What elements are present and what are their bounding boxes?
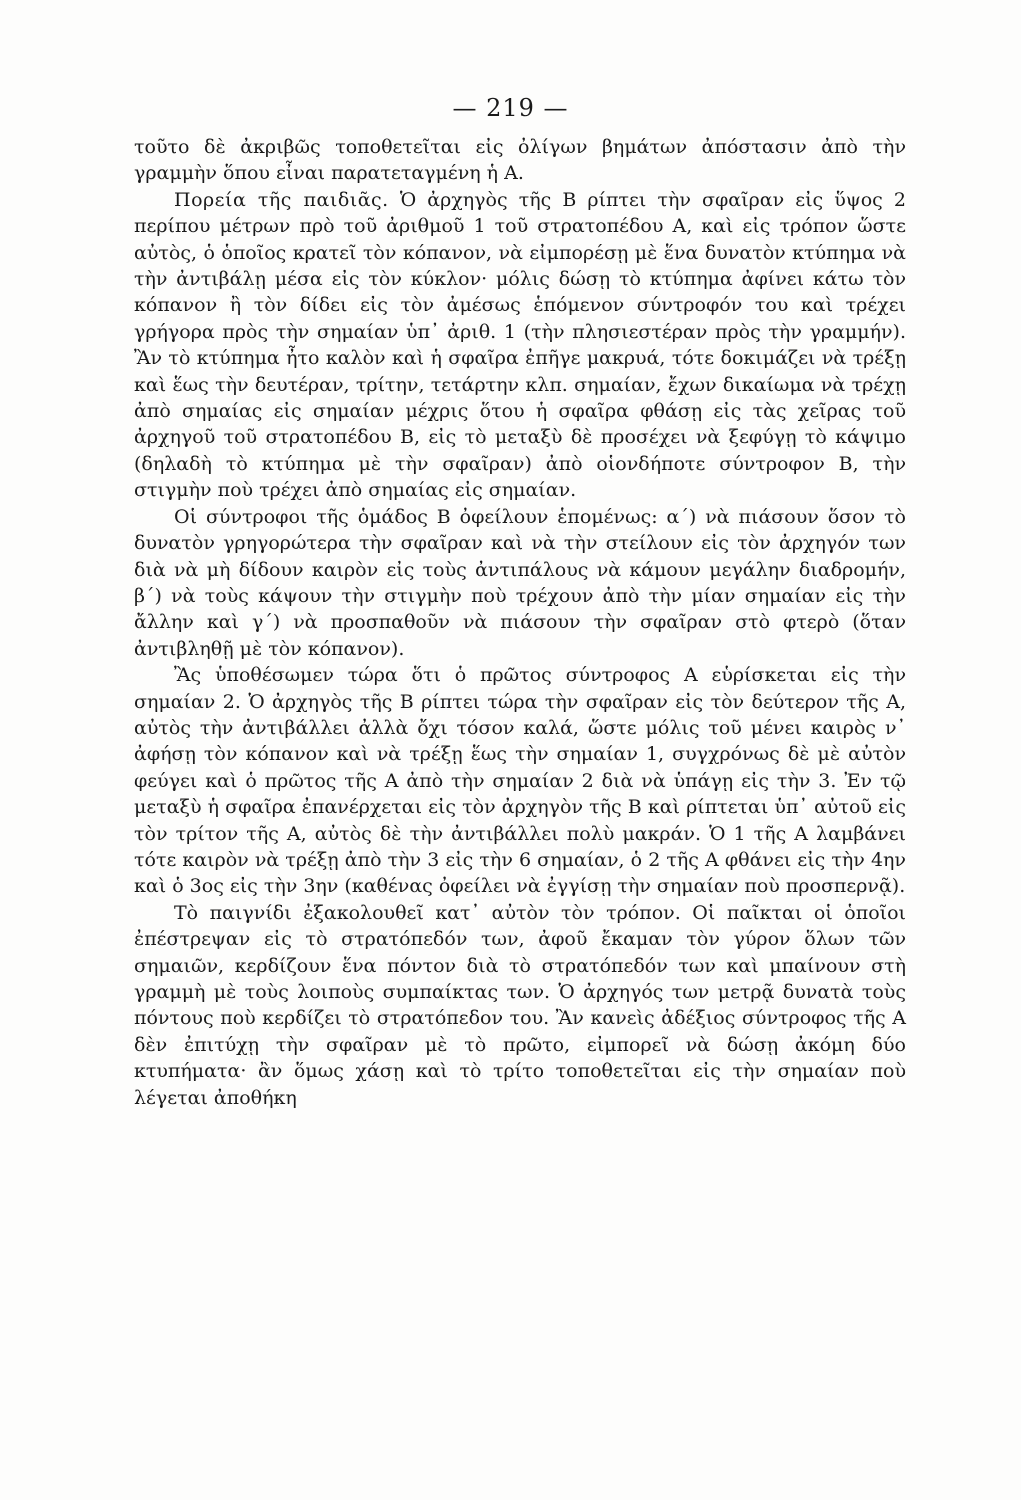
paragraph-1: τοῦτο δὲ ἀκριβῶς τοποθετεῖται εἰς ὀλίγων βημάτων ἀπόστασιν ἀπὸ τὴν γραμμὴν ὅπου εἶναι παρατεταγμένη ἡ Α. (134, 136, 906, 185)
body-text (134, 134, 906, 1111)
paragraph-4: Ἂς ὑποθέσωμεν τώρα ὅτι ὁ πρῶτος σύντροφος Α εὑρίσκεται εἰς τὴν σημαίαν 2. Ὁ ἀρχηγὸς τῆς Β ρίπτει τώρα τὴν σφαῖραν εἰς τὸν δεύτερον τῆς Α, αὐτὸς τὴν ἀντιβάλλει ἀλλὰ ὄχι τόσον καλά, ὥστε μόλις τοῦ μένει καιρὸς ν᾿ ἀφήσῃ τὸν κόπανον καὶ νὰ τρέξῃ ἕως τὴν σημαίαν 1, συγχρόνως δὲ μὲ αὐτὸν φεύγει καὶ ὁ πρῶτος τῆς Α ἀπὸ τὴν σημαίαν 2 διὰ νὰ ὑπάγῃ εἰς τὴν 3. Ἐν τῷ μεταξὺ ἡ σφαῖρα ἐπανέρχεται εἰς τὸν ἀρχηγὸν τῆς Β καὶ ρίπτεται ὑπ᾿ αὐτοῦ εἰς τὸν τρίτον τῆς Α, αὐτὸς δὲ τὴν ἀντιβάλλει πολὺ μακράν. Ὁ 1 τῆς Α λαμβάνει τότε καιρὸν νὰ τρέξῃ ἀπὸ τὴν 3 εἰς τὴν 6 σημαίαν, ὁ 2 τῆς Α φθάνει εἰς τὴν 4ην καὶ ὁ 3ος εἰς τὴν 3ην (καθένας ὀφείλει νὰ ἐγγίσῃ τὴν σημαίαν ποὺ προσπερνᾷ). (134, 664, 906, 898)
paragraph-3: Οἱ σύντροφοι τῆς ὁμάδος Β ὀφείλουν ἑπομένως: α΄) νὰ πιάσουν ὅσον τὸ δυνατὸν γρηγορώτερα τὴν σφαῖραν καὶ νὰ τὴν στείλουν εἰς τὸν ἀρχηγόν των διὰ νὰ μὴ δίδουν καιρὸν εἰς τοὺς ἀντιπάλους νὰ κάμουν μεγάλην διαδρομήν, β΄) νὰ τοὺς κάψουν τὴν στιγμὴν ποὺ τρέχουν ἀπὸ τὴν μίαν σημαίαν εἰς τὴν ἄλλην καὶ γ΄) νὰ προσπαθοῦν νὰ πιάσουν τὴν σφαῖραν στὸ φτερὸ (ὅταν ἀντιβληθῇ μὲ τὸν κόπανον). (134, 505, 906, 660)
section-title: Πορεία τῆς παιδιᾶς. (174, 188, 389, 211)
paragraph-2 (134, 187, 906, 504)
paragraph-5: Τὸ παιγνίδι ἐξακολουθεῖ κατ᾿ αὐτὸν τὸν τρόπον. Οἱ παῖκται οἱ ὁποῖοι ἐπέστρεψαν εἰς τὸ στρατόπεδόν των, ἀφοῦ ἔκαμαν τὸν γύρον ὅλων τῶν σημαιῶν, κερδίζουν ἕνα πόντον διὰ τὸ στρατόπεδόν των καὶ μπαίνουν στὴ γραμμὴ μὲ τοὺς λοιποὺς συμπαίκτας των. Ὁ ἀρχηγός των μετρᾷ δυνατὰ τοὺς πόντους ποὺ κερδίζει τὸ στρατόπεδον του. Ἂν κανεὶς ἀδέξιος σύντροφος τῆς Α δὲν ἐπιτύχῃ τὴν σφαῖραν μὲ τὸ πρῶτο, εἰμπορεῖ νὰ δώσῃ ἀκόμη δύο κτυπήματα· ἂν ὅμως χάσῃ καὶ τὸ τρίτο τοποθετεῖται εἰς τὴν σημαίαν ποὺ λέγεται ἀποθήκη (134, 901, 906, 1109)
page-number: — 219 — (452, 94, 569, 122)
paragraph-2-text: Ὁ ἀρχηγὸς τῆς Β ρίπτει τὴν σφαῖραν εἰς ὕψος 2 περίπου μέτρων πρὸ τοῦ ἀριθμοῦ 1 τοῦ στρατοπέδου Α, καὶ εἰς τρόπον ὥστε αὐτὸς, ὁ ὁποῖος κρατεῖ τὸν κόπανον, νὰ εἰμπορέσῃ μὲ ἕνα δυνατὸν κτύπημα νὰ τὴν ἀντιβάλῃ μέσα εἰς τὸν κύκλον· μόλις δώσῃ τὸ κτύπημα ἀφίνει κάτω τὸν κόπανον ἢ τὸν δίδει εἰς τὸν ἀμέσως ἑπόμενον σύντροφόν του καὶ τρέχει γρήγορα πρὸς τὴν σημαίαν ὑπ᾿ ἀριθ. 1 (τὴν πλησιεστέραν πρὸς τὴν γραμμήν). Ἂν τὸ κτύπημα ἦτο καλὸν καὶ ἡ σφαῖρα ἐπῆγε μακρυά, τότε δοκιμάζει νὰ τρέξῃ καὶ ἕως τὴν δευτέραν, τρίτην, τετάρτην κλπ. σημαίαν, ἔχων δικαίωμα νὰ τρέχῃ ἀπὸ σημαίας εἰς σημαίαν μέχρις ὅτου ἡ σφαῖρα φθάσῃ εἰς τὰς χεῖρας τοῦ ἀρχηγοῦ τοῦ στρατοπέδου Β, εἰς τὸ μεταξὺ δὲ προσέχει νὰ ξεφύγῃ τὸ κάψιμο (δηλαδὴ τὸ κτύπημα μὲ τὴν σφαῖραν) ἀπὸ οἱονδήποτε σύντροφον Β, τὴν στιγμὴν ποὺ τρέχει ἀπὸ σημαίας εἰς σημαίαν. (134, 188, 906, 502)
